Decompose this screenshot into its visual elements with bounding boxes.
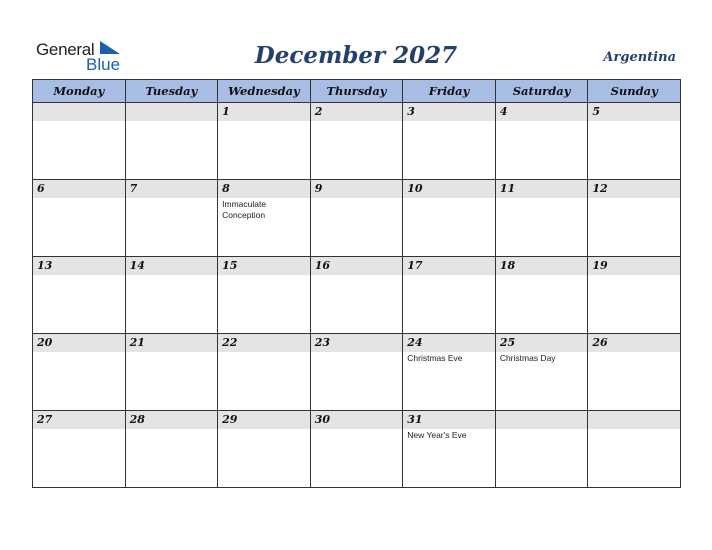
day-number: 16 [311,257,403,275]
day-number [588,411,680,429]
day-cell[interactable] [403,103,496,180]
weekday-header: Tuesday [125,80,218,103]
day-number: 21 [126,334,218,352]
day-number: 26 [588,334,680,352]
day-number [126,103,218,121]
day-number: 5 [588,103,680,121]
holiday-label: Immaculate Conception [222,199,267,220]
day-cell[interactable] [588,411,681,488]
week-row [33,103,681,180]
day-cell[interactable] [125,334,218,411]
day-cell[interactable] [218,411,311,488]
day-cell[interactable] [588,257,681,334]
day-number: 8 [218,180,310,198]
holiday-label: New Year's Eve [407,430,467,440]
logo-text-general: General [36,40,95,59]
day-number: 12 [588,180,680,198]
day-cell[interactable] [125,180,218,257]
day-cell[interactable] [403,257,496,334]
day-cell[interactable] [218,103,311,180]
day-cell[interactable] [33,180,126,257]
week-row [33,257,681,334]
day-cell[interactable] [588,180,681,257]
day-number: 2 [311,103,403,121]
day-cell[interactable] [310,103,403,180]
day-number: 25 [496,334,588,352]
day-cell[interactable] [218,180,311,257]
week-row [33,411,681,488]
day-cell[interactable] [33,257,126,334]
day-number: 6 [33,180,125,198]
day-cell[interactable] [310,334,403,411]
day-number: 1 [218,103,310,121]
day-cell[interactable] [33,103,126,180]
day-number: 17 [403,257,495,275]
weekday-header: Sunday [588,80,681,103]
weekday-header-row [33,80,681,103]
week-row [33,334,681,411]
day-cell[interactable] [125,411,218,488]
day-cell[interactable] [218,334,311,411]
day-number: 11 [496,180,588,198]
logo-text-blue: Blue [86,55,121,74]
day-number: 27 [33,411,125,429]
week-row [33,180,681,257]
day-number: 28 [126,411,218,429]
day-number: 15 [218,257,310,275]
day-cell[interactable] [125,103,218,180]
day-number: 19 [588,257,680,275]
day-cell[interactable] [495,334,588,411]
day-number: 10 [403,180,495,198]
day-cell[interactable] [33,334,126,411]
day-number: 3 [403,103,495,121]
day-cell[interactable] [403,334,496,411]
day-number: 9 [311,180,403,198]
calendar-grid [32,79,681,488]
weekday-header: Saturday [495,80,588,103]
holiday-label: Christmas Eve [407,353,463,363]
day-cell[interactable] [310,257,403,334]
day-cell[interactable] [495,180,588,257]
day-cell[interactable] [495,411,588,488]
day-cell[interactable] [125,257,218,334]
holiday-label: Christmas Day [499,353,556,363]
day-cell[interactable] [33,411,126,488]
weekday-header: Monday [33,80,126,103]
day-number: 13 [33,257,125,275]
weekday-header: Thursday [310,80,403,103]
day-number: 22 [218,334,310,352]
calendar-title: December 2027 [254,42,458,69]
day-number: 4 [496,103,588,121]
day-number: 29 [218,411,310,429]
day-number: 30 [311,411,403,429]
day-cell[interactable] [403,180,496,257]
day-cell[interactable] [588,334,681,411]
day-number: 24 [403,334,495,352]
weekday-header: Friday [403,80,496,103]
day-cell[interactable] [310,411,403,488]
country-label: Argentina [603,50,676,65]
day-cell[interactable] [403,411,496,488]
day-number [496,411,588,429]
day-number [33,103,125,121]
day-number: 20 [33,334,125,352]
day-cell[interactable] [310,180,403,257]
day-number: 18 [496,257,588,275]
day-number: 23 [311,334,403,352]
day-number: 31 [403,411,495,429]
weekday-header: Wednesday [218,80,311,103]
day-number: 7 [126,180,218,198]
day-cell[interactable] [495,103,588,180]
day-cell[interactable] [495,257,588,334]
day-number: 14 [126,257,218,275]
day-cell[interactable] [218,257,311,334]
day-cell[interactable] [588,103,681,180]
